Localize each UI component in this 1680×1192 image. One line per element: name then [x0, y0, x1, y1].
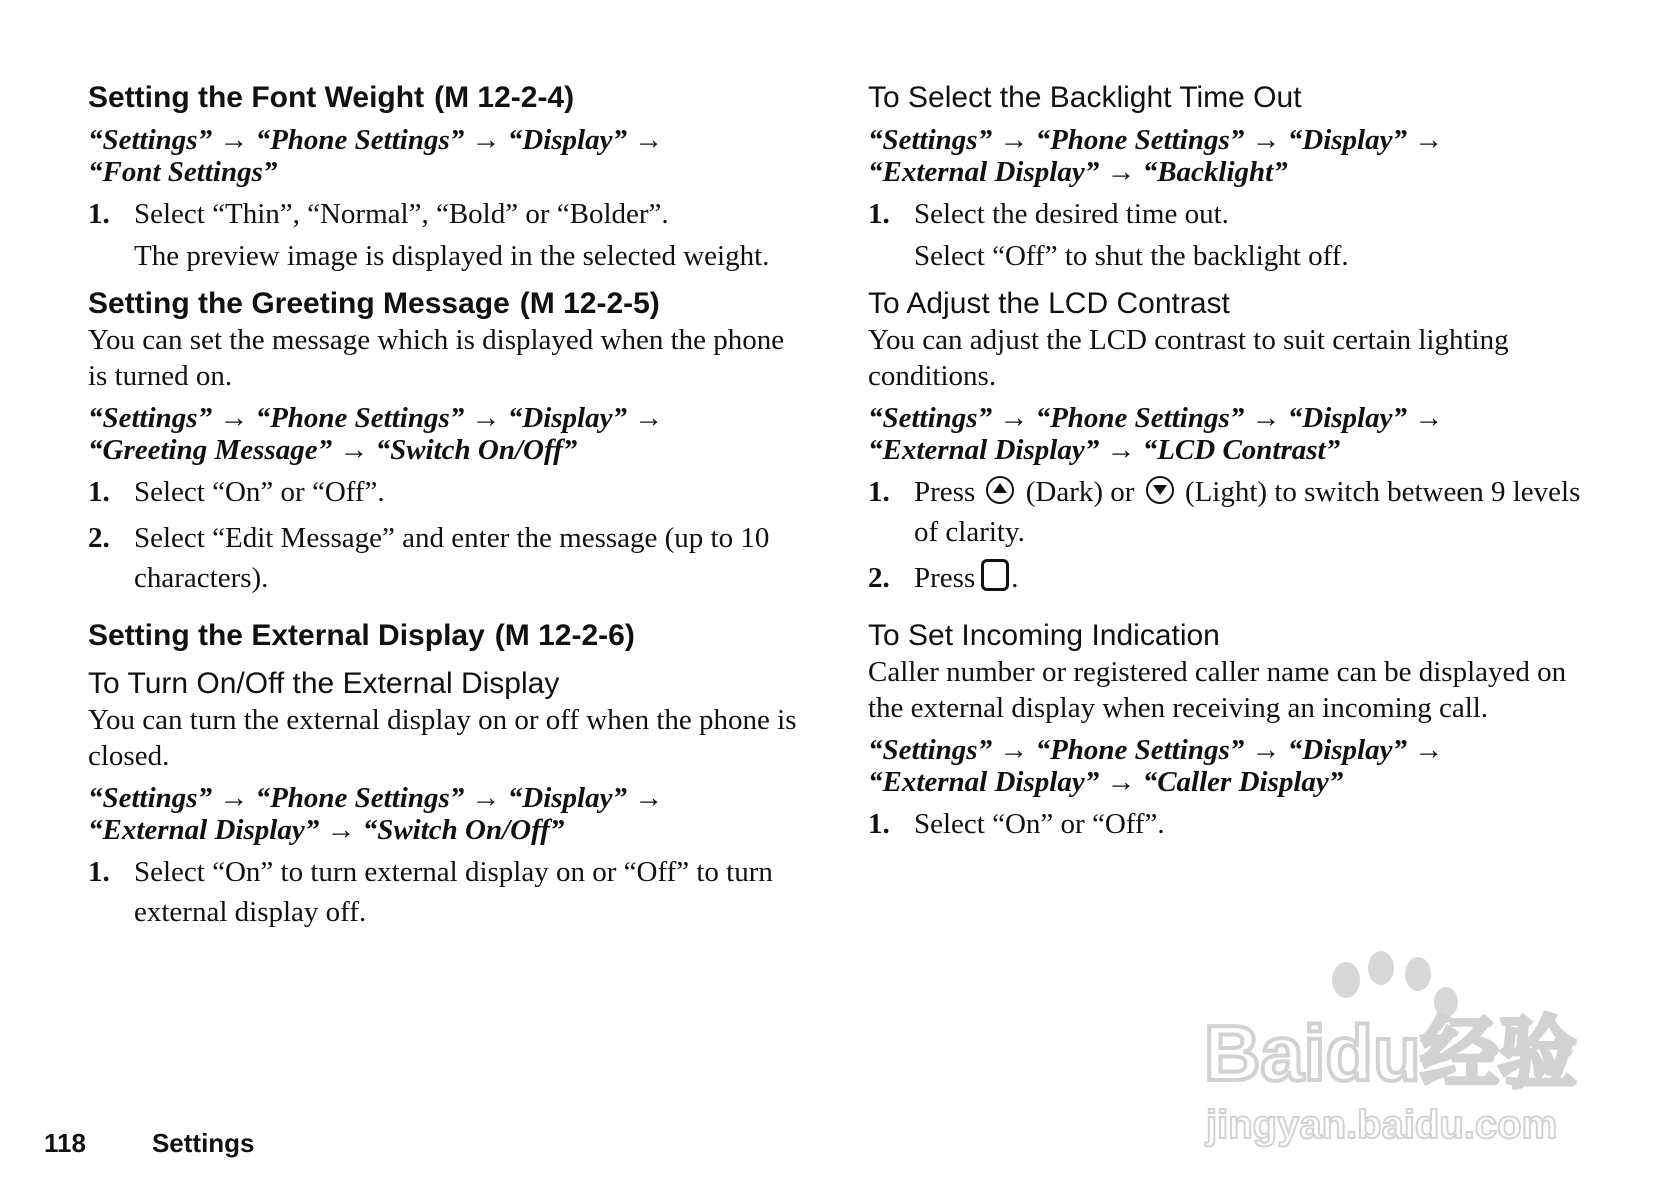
subheading: To Turn On/Off the External Display	[88, 667, 560, 700]
intro-paragraph: You can adjust the LCD contrast to suit certain lighting conditions.	[868, 324, 1509, 392]
step	[868, 472, 1588, 552]
baidu-watermark-logo	[1196, 950, 1616, 1150]
intro-paragraph: You can turn the external display on or off when the phone is closed.	[88, 704, 797, 772]
step-text: Select the desired time out.	[914, 198, 1229, 230]
menu-path	[88, 124, 808, 188]
menu-path	[868, 734, 1588, 798]
heading-text: Setting the Font Weight	[88, 81, 425, 114]
right-column	[868, 80, 1588, 844]
external-display-heading	[88, 618, 808, 654]
menu-path-line: “External Display” → “LCD Contrast”	[868, 434, 1341, 466]
backlight-heading: To Select the Backlight Time Out	[868, 81, 1302, 114]
menu-ref: (M 12-2-6)	[494, 619, 635, 652]
step-note: The preview image is displayed in the selected weight.	[134, 240, 770, 272]
step	[88, 852, 808, 932]
step-text-b: (Dark) or	[1025, 476, 1135, 508]
menu-path-line: “Greeting Message” → “Switch On/Off”	[88, 434, 578, 466]
step-number: 1.	[868, 198, 890, 230]
menu-ref: (M 12-2-5)	[519, 287, 660, 320]
step-number: 1.	[88, 476, 110, 508]
menu-path-line: “Settings” → “Phone Settings” → “Display” →	[88, 124, 664, 156]
step-number: 1.	[868, 476, 890, 508]
step-text-a: Press	[914, 562, 976, 594]
menu-path	[88, 782, 808, 846]
step-text: Select “Thin”, “Normal”, “Bold” or “Bolder”.	[134, 198, 669, 230]
left-column	[88, 80, 808, 932]
menu-path-line: “Settings” → “Phone Settings” → “Display” →	[88, 402, 664, 434]
step-note: Select “Off” to shut the backlight off.	[914, 240, 1349, 272]
step	[88, 194, 808, 234]
step-text-c: (Light) to switch between 9 levels of clarity.	[914, 476, 1581, 548]
menu-path-line: “Font Settings”	[88, 156, 278, 188]
heading-text: Setting the External Display	[88, 619, 485, 652]
step	[868, 558, 1588, 598]
step-number: 2.	[88, 522, 110, 554]
watermark-url: jingyan.baidu.com	[1206, 1103, 1558, 1147]
menu-path	[868, 124, 1588, 188]
step	[868, 194, 1588, 234]
up-key-icon	[986, 476, 1014, 504]
down-key-icon	[1146, 476, 1174, 504]
center-key-icon	[981, 559, 1009, 591]
step	[88, 472, 808, 512]
section-name: Settings	[151, 1128, 255, 1158]
font-weight-heading	[88, 80, 808, 116]
step	[88, 518, 808, 598]
heading-text: Setting the Greeting Message	[88, 287, 510, 320]
step-text: Select “On” or “Off”.	[134, 476, 385, 508]
intro-paragraph: You can set the message which is displayed when the phone is turned on.	[88, 324, 785, 392]
step-text-a: Press	[914, 476, 976, 508]
step-text: Select “On” or “Off”.	[914, 808, 1165, 840]
step-number: 1.	[868, 808, 890, 840]
step-number: 2.	[868, 562, 890, 594]
step-text-b: .	[1011, 562, 1019, 594]
incoming-indication-heading: To Set Incoming Indication	[868, 619, 1220, 652]
menu-path-line: “External Display” → “Caller Display”	[868, 766, 1344, 798]
menu-path-line: “Settings” → “Phone Settings” → “Display” →	[868, 734, 1444, 766]
intro-paragraph: Caller number or registered caller name can be displayed on the external display when receiving an incoming call.	[868, 656, 1567, 724]
page-footer	[44, 1128, 255, 1159]
step	[868, 804, 1588, 844]
lcd-contrast-heading: To Adjust the LCD Contrast	[868, 287, 1230, 320]
page-number: 118	[44, 1128, 86, 1158]
step-text: Select “On” to turn external display on or “Off” to turn external display off.	[134, 856, 773, 928]
menu-path-line: “Settings” → “Phone Settings” → “Display” →	[88, 782, 664, 814]
greeting-heading	[88, 286, 808, 322]
menu-path-line: “Settings” → “Phone Settings” → “Display” →	[868, 402, 1444, 434]
menu-path-line: “External Display” → “Switch On/Off”	[88, 814, 565, 846]
step-number: 1.	[88, 198, 110, 230]
menu-path	[88, 402, 808, 466]
menu-ref: (M 12-2-4)	[434, 81, 575, 114]
menu-path	[868, 402, 1588, 466]
menu-path-line: “Settings” → “Phone Settings” → “Display” →	[868, 124, 1444, 156]
step-number: 1.	[88, 856, 110, 888]
watermark-text: Baidu经验	[1204, 1009, 1577, 1097]
menu-path-line: “External Display” → “Backlight”	[868, 156, 1288, 188]
step-text: Select “Edit Message” and enter the message (up to 10 characters).	[134, 522, 770, 594]
